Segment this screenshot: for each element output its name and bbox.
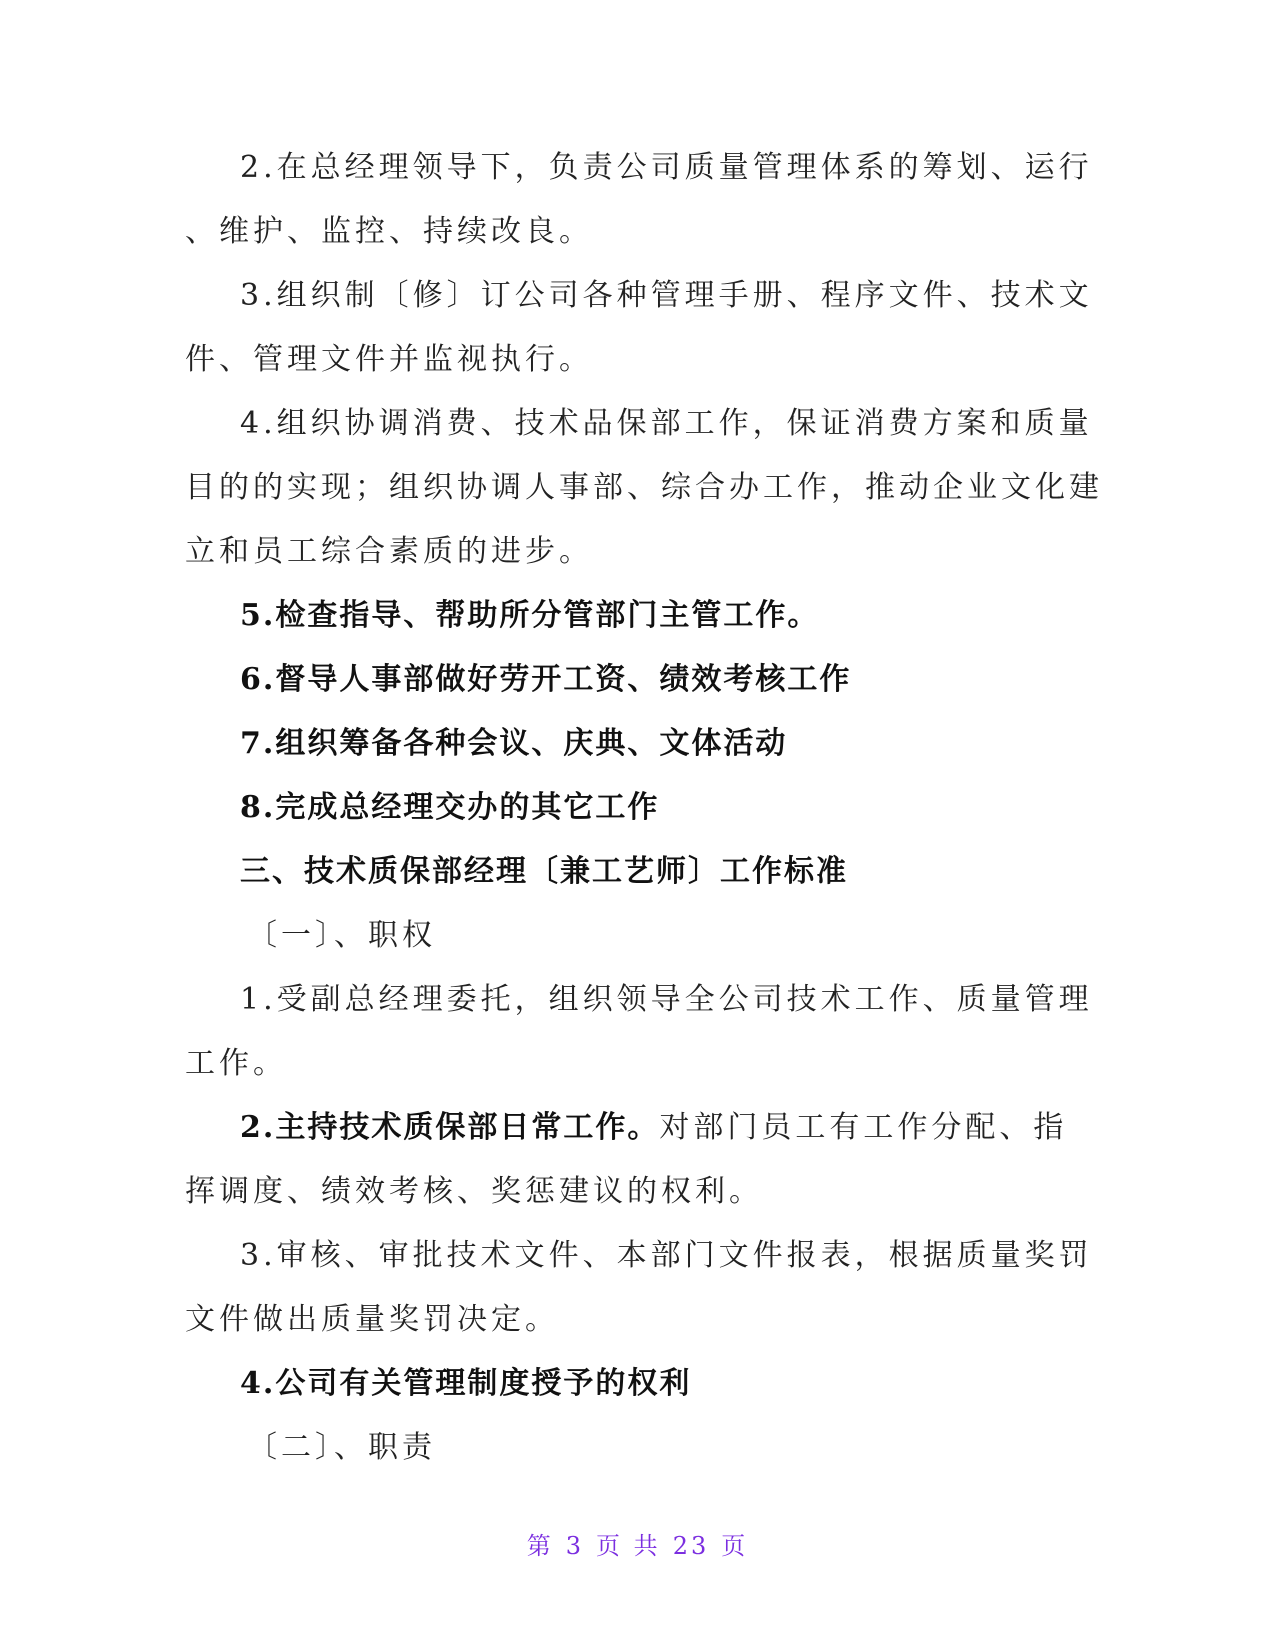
mixed-paragraph-line [185, 1096, 1085, 1160]
subsection-heading: 〔二〕、职责 [247, 1430, 436, 1465]
footer-middle: 页 共 [596, 1532, 661, 1560]
total-pages: 23 [672, 1532, 710, 1560]
bold-list-item: 7.组织筹备各种会议、庆典、文体活动 [240, 726, 788, 761]
bold-list-item: 5.检查指导、帮助所分管部门主管工作。 [240, 598, 820, 633]
footer-prefix: 第 [526, 1532, 554, 1560]
bold-list-item: 6.督导人事部做好劳开工资、绩效考核工作 [240, 662, 852, 697]
section-heading: 三、技术质保部经理〔兼工艺师〕工作标准 [240, 854, 848, 889]
paragraph-line: 、维护、监控、持续改良。 [185, 214, 593, 249]
paragraph-line: 件、管理文件并监视执行。 [185, 342, 593, 377]
bold-lead-text: 2.主持技术质保部日常工作。 [240, 1110, 660, 1145]
paragraph-line: 立和员工综合素质的进步。 [185, 534, 593, 569]
paragraph-line: 3.审核、审批技术文件、本部门文件报表，根据质量奖罚 [240, 1238, 1093, 1273]
footer-suffix: 页 [721, 1532, 749, 1560]
bold-list-item: 8.完成总经理交办的其它工作 [240, 790, 660, 825]
paragraph-line: 2.在总经理领导下，负责公司质量管理体系的筹划、运行 [240, 150, 1093, 185]
paragraph-line: 1.受副总经理委托，组织领导全公司技术工作、质量管理 [240, 982, 1093, 1017]
normal-text: 对部门员工有工作分配、指 [659, 1110, 1068, 1145]
page-footer [0, 1526, 1275, 1561]
bold-list-item: 4.公司有关管理制度授予的权利 [240, 1366, 692, 1401]
document-body [185, 136, 1103, 1480]
paragraph-line: 4.组织协调消费、技术品保部工作，保证消费方案和质量 [240, 406, 1093, 441]
subsection-heading: 〔一〕、职权 [247, 918, 436, 953]
paragraph-line: 工作。 [185, 1046, 287, 1081]
paragraph-line: 3.组织制〔修〕订公司各种管理手册、程序文件、技术文 [240, 278, 1093, 313]
paragraph-line: 挥调度、绩效考核、奖惩建议的权利。 [185, 1174, 763, 1209]
paragraph-line: 目的的实现；组织协调人事部、综合办工作，推动企业文化建 [185, 470, 1103, 505]
paragraph-line: 文件做出质量奖罚决定。 [185, 1302, 559, 1337]
page-number: 3 [565, 1532, 585, 1560]
